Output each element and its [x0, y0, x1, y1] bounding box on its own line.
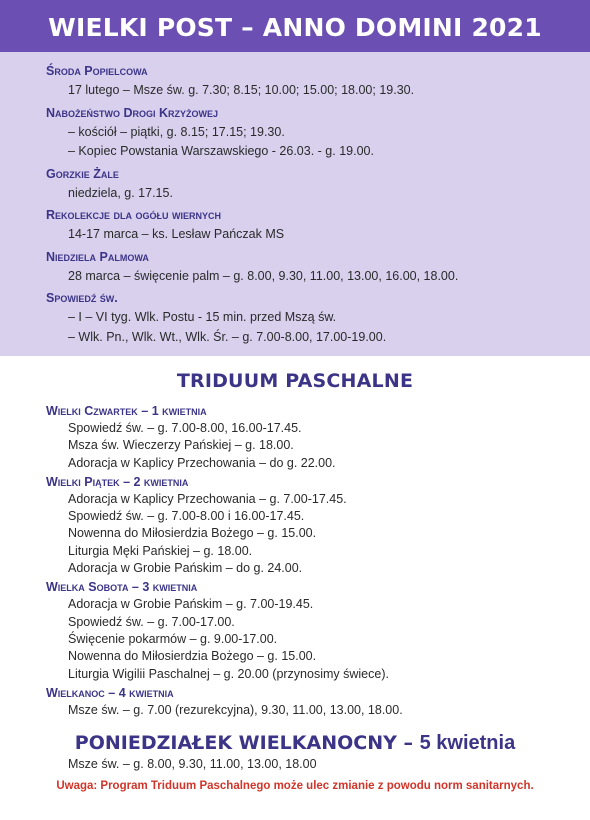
- schedule-section: [46, 248, 590, 287]
- schedule-line: – I – VI tyg. Wlk. Postu - 15 min. przed Mszą św.: [68, 310, 337, 324]
- section-heading: Gorzkie Żale: [46, 166, 119, 181]
- schedule-section: [46, 289, 590, 347]
- schedule-line: Liturgia Wigilii Paschalnej – g. 20.00 (przynosimy świece).: [68, 666, 389, 681]
- section-heading: Niedziela Palmowa: [46, 249, 149, 264]
- page-title-banner: WIELKI POST – ANNO DOMINI 2021: [0, 0, 590, 52]
- schedule-line: Adoracja w Grobie Pańskim – do g. 24.00.: [68, 561, 303, 576]
- schedule-line: Liturgia Męki Pańskiej – g. 18.00.: [68, 543, 253, 558]
- triduum-title: TRIDUUM PASCHALNE: [176, 370, 414, 392]
- schedule-line: Święcenie pokarmów – g. 9.00-17.00.: [68, 631, 278, 646]
- section-heading: Wielki Piątek – 2 kwietnia: [46, 474, 189, 489]
- schedule-line: Nowenna do Miłosierdzia Bożego – g. 15.00.: [68, 649, 317, 664]
- lent-schedule-panel: [0, 52, 590, 356]
- warning-note: Uwaga: Program Triduum Paschalnego może ulec zmianie z powodu norm sanitarnych.: [56, 780, 534, 792]
- schedule-line: – kościół – piątki, g. 8.15; 17.15; 19.30.: [68, 124, 285, 139]
- easter-monday-date: 5 kwietnia: [419, 732, 516, 754]
- schedule-line: Spowiedź św. – g. 7.00-17.00.: [68, 614, 235, 629]
- schedule-section: [46, 62, 590, 101]
- section-heading: Wielkanoc – 4 kwietnia: [46, 685, 174, 700]
- schedule-line: Adoracja w Grobie Pańskim – g. 7.00-19.45.: [68, 597, 314, 612]
- schedule-line: Nowenna do Miłosierdzia Bożego – g. 15.00.: [68, 526, 317, 541]
- schedule-line: 17 lutego – Msze św. g. 7.30; 8.15; 10.00; 15.00; 18.00; 19.30.: [68, 83, 415, 97]
- schedule-section: [46, 473, 566, 577]
- easter-monday-masses: Msze św. – g. 8.00, 9.30, 11.00, 13.00, 18.00: [68, 757, 317, 771]
- schedule-line: Msza św. Wieczerzy Pańskiej – g. 18.00.: [68, 438, 294, 453]
- schedule-line: niedziela, g. 17.15.: [68, 185, 173, 200]
- section-heading: Nabożeństwo Drogi Krzyżowej: [46, 105, 219, 120]
- schedule-section: [46, 578, 566, 682]
- easter-monday-label: PONIEDZIAŁEK WIELKANOCNY –: [74, 732, 420, 754]
- schedule-line: – Kopiec Powstania Warszawskiego - 26.03. - g. 19.00.: [68, 144, 374, 158]
- section-heading: Rekolekcje dla ogółu wiernych: [46, 208, 221, 222]
- section-heading: Spowiedź św.: [46, 291, 118, 305]
- schedule-line: Spowiedź św. – g. 7.00-8.00 i 16.00-17.45.: [68, 509, 305, 524]
- schedule-line: 28 marca – święcenie palm – g. 8.00, 9.30, 11.00, 13.00, 16.00, 18.00.: [68, 268, 459, 283]
- section-heading: Wielki Czwartek – 1 kwietnia: [46, 404, 207, 418]
- schedule-line: Adoracja w Kaplicy Przechowania – do g. 22.00.: [68, 455, 336, 470]
- section-heading: Wielka Sobota – 3 kwietnia: [46, 580, 198, 595]
- schedule-section: [46, 402, 566, 472]
- schedule-line: Msze św. – g. 7.00 (rezurekcyjna), 9.30, 11.00, 13.00, 18.00.: [68, 702, 403, 717]
- triduum-schedule: [46, 402, 566, 720]
- schedule-line: – Wlk. Pn., Wlk. Wt., Wlk. Śr. – g. 7.00-8.00, 17.00-19.00.: [68, 329, 387, 344]
- schedule-section: [46, 206, 590, 245]
- schedule-section: [46, 684, 566, 719]
- schedule-line: Adoracja w Kaplicy Przechowania – g. 7.00-17.45.: [68, 491, 347, 506]
- schedule-section: [46, 104, 590, 162]
- easter-monday-title: [0, 732, 590, 755]
- section-heading: Środa Popielcowa: [46, 64, 148, 78]
- schedule-line: Spowiedź św. – g. 7.00-8.00, 16.00-17.45.: [68, 421, 302, 435]
- schedule-section: [46, 165, 590, 204]
- schedule-line: 14-17 marca – ks. Lesław Pańczak MS: [68, 227, 285, 241]
